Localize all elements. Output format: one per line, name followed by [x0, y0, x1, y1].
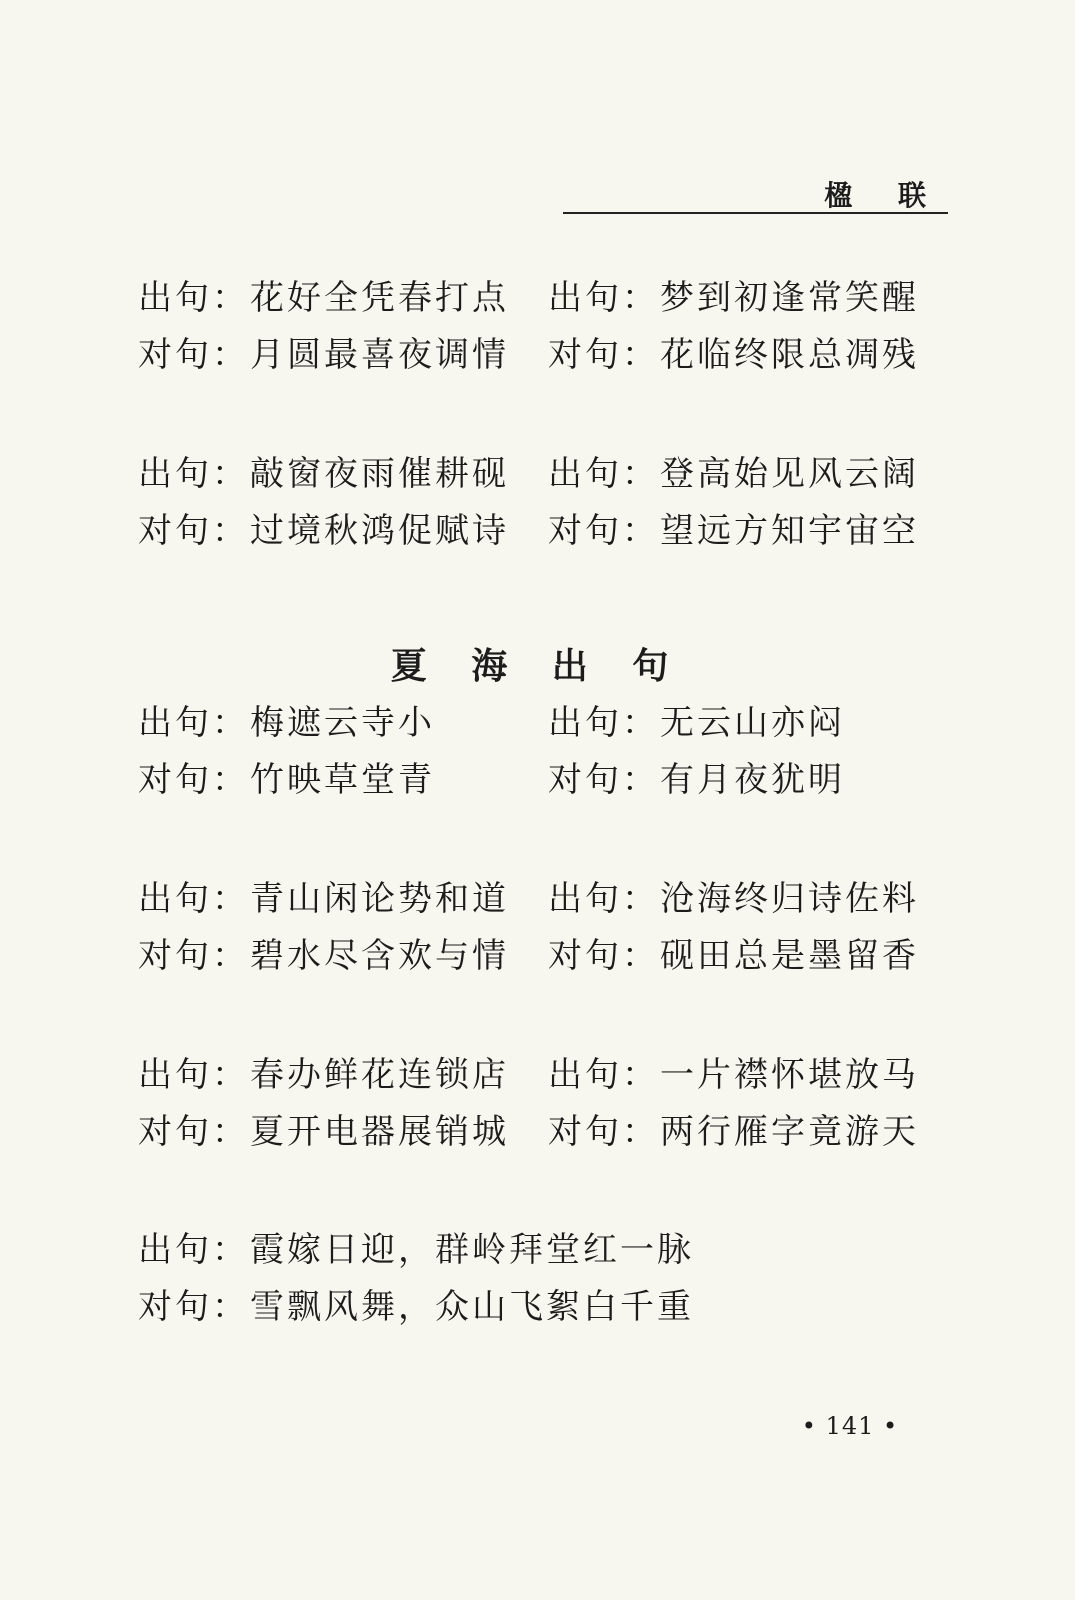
couplet-text: 登高始见风云阔 — [660, 454, 919, 494]
couplet-row — [138, 1043, 958, 1100]
couplet-row — [138, 748, 958, 805]
couplet-group — [138, 1043, 958, 1157]
couplet-label: 对句： — [548, 760, 659, 800]
couplet-text: 花临终限总凋残 — [660, 335, 919, 375]
couplet-cell — [138, 1104, 548, 1153]
couplet-text: 一片襟怀堪放马 — [660, 1055, 919, 1095]
couplet-cell — [548, 446, 958, 495]
couplet-label: 出句： — [548, 278, 659, 318]
couplet-label: 对句： — [138, 1287, 249, 1327]
couplet-label: 出句： — [138, 879, 249, 919]
couplet-text: 有月夜犹明 — [660, 760, 845, 800]
couplet-group — [138, 266, 958, 380]
couplet-cell — [548, 503, 958, 552]
couplet-cell — [138, 1222, 958, 1271]
couplet-label: 对句： — [138, 511, 249, 551]
couplet-label: 出句： — [548, 454, 659, 494]
couplet-label: 对句： — [548, 511, 659, 551]
couplet-cell — [548, 871, 958, 920]
couplet-row — [138, 442, 958, 499]
couplet-group — [138, 867, 958, 981]
couplet-row — [138, 266, 958, 323]
couplet-text: 无云山亦闷 — [660, 703, 845, 743]
couplet-row — [138, 924, 958, 981]
couplet-row — [138, 499, 958, 556]
couplet-text: 夏开电器展销城 — [250, 1112, 509, 1152]
couplet-label: 出句： — [138, 278, 249, 318]
running-header-title: 楹 联 — [824, 179, 944, 212]
couplet-text: 沧海终归诗佐料 — [660, 879, 919, 919]
couplet-cell — [138, 1047, 548, 1096]
couplet-text: 两行雁字竟游天 — [660, 1112, 919, 1152]
couplet-label: 出句： — [138, 1230, 249, 1270]
running-header — [563, 170, 948, 214]
couplet-label: 对句： — [548, 936, 659, 976]
couplet-label: 对句： — [548, 1112, 659, 1152]
couplet-text: 春办鲜花连锁店 — [250, 1055, 509, 1095]
couplet-row — [138, 1275, 958, 1332]
couplet-text: 花好全凭春打点 — [250, 278, 509, 318]
couplet-group — [138, 691, 958, 805]
couplet-label: 出句： — [138, 703, 249, 743]
couplet-group — [138, 442, 958, 556]
couplet-text: 雪飘风舞，众山飞絮白千重 — [250, 1287, 694, 1327]
couplet-cell — [138, 871, 548, 920]
couplet-text: 梦到初逢常笑醒 — [660, 278, 919, 318]
page-number: • 141 • — [801, 1412, 899, 1440]
couplet-cell — [138, 327, 548, 376]
couplet-group — [138, 1218, 958, 1332]
couplet-label: 出句： — [138, 1055, 249, 1095]
couplet-cell — [138, 1279, 958, 1328]
couplet-row — [138, 323, 958, 380]
couplet-text: 敲窗夜雨催耕砚 — [250, 454, 509, 494]
couplet-cell — [138, 752, 548, 801]
couplet-row — [138, 691, 958, 748]
couplet-cell — [548, 270, 958, 319]
couplet-cell — [548, 1104, 958, 1153]
couplet-label: 出句： — [548, 703, 659, 743]
couplet-label: 对句： — [138, 936, 249, 976]
couplet-text: 霞嫁日迎，群岭拜堂红一脉 — [250, 1230, 694, 1270]
couplet-label: 出句： — [138, 454, 249, 494]
couplet-row — [138, 1218, 958, 1275]
couplet-cell — [138, 928, 548, 977]
couplet-row — [138, 1100, 958, 1157]
couplet-cell — [548, 1047, 958, 1096]
couplet-row — [138, 867, 958, 924]
couplet-text: 过境秋鸿促赋诗 — [250, 511, 509, 551]
couplet-text: 砚田总是墨留香 — [660, 936, 919, 976]
couplet-cell — [138, 503, 548, 552]
couplet-cell — [138, 270, 548, 319]
couplet-cell — [138, 695, 548, 744]
couplet-label: 对句： — [548, 335, 659, 375]
couplet-text: 望远方知宇宙空 — [660, 511, 919, 551]
couplet-label: 对句： — [138, 1112, 249, 1152]
couplet-text: 月圆最喜夜调情 — [250, 335, 509, 375]
couplet-cell — [138, 446, 548, 495]
couplet-label: 对句： — [138, 335, 249, 375]
couplet-text: 梅遮云寺小 — [250, 703, 435, 743]
couplet-label: 对句： — [138, 760, 249, 800]
couplet-cell — [548, 928, 958, 977]
couplet-text: 碧水尽含欢与情 — [250, 936, 509, 976]
couplet-cell — [548, 327, 958, 376]
couplet-cell — [548, 752, 958, 801]
couplet-text: 竹映草堂青 — [250, 760, 435, 800]
couplet-label: 出句： — [548, 1055, 659, 1095]
couplet-cell — [548, 695, 958, 744]
couplet-label: 出句： — [548, 879, 659, 919]
section-title: 夏 海 出 句 — [390, 646, 685, 687]
couplet-text: 青山闲论势和道 — [250, 879, 509, 919]
